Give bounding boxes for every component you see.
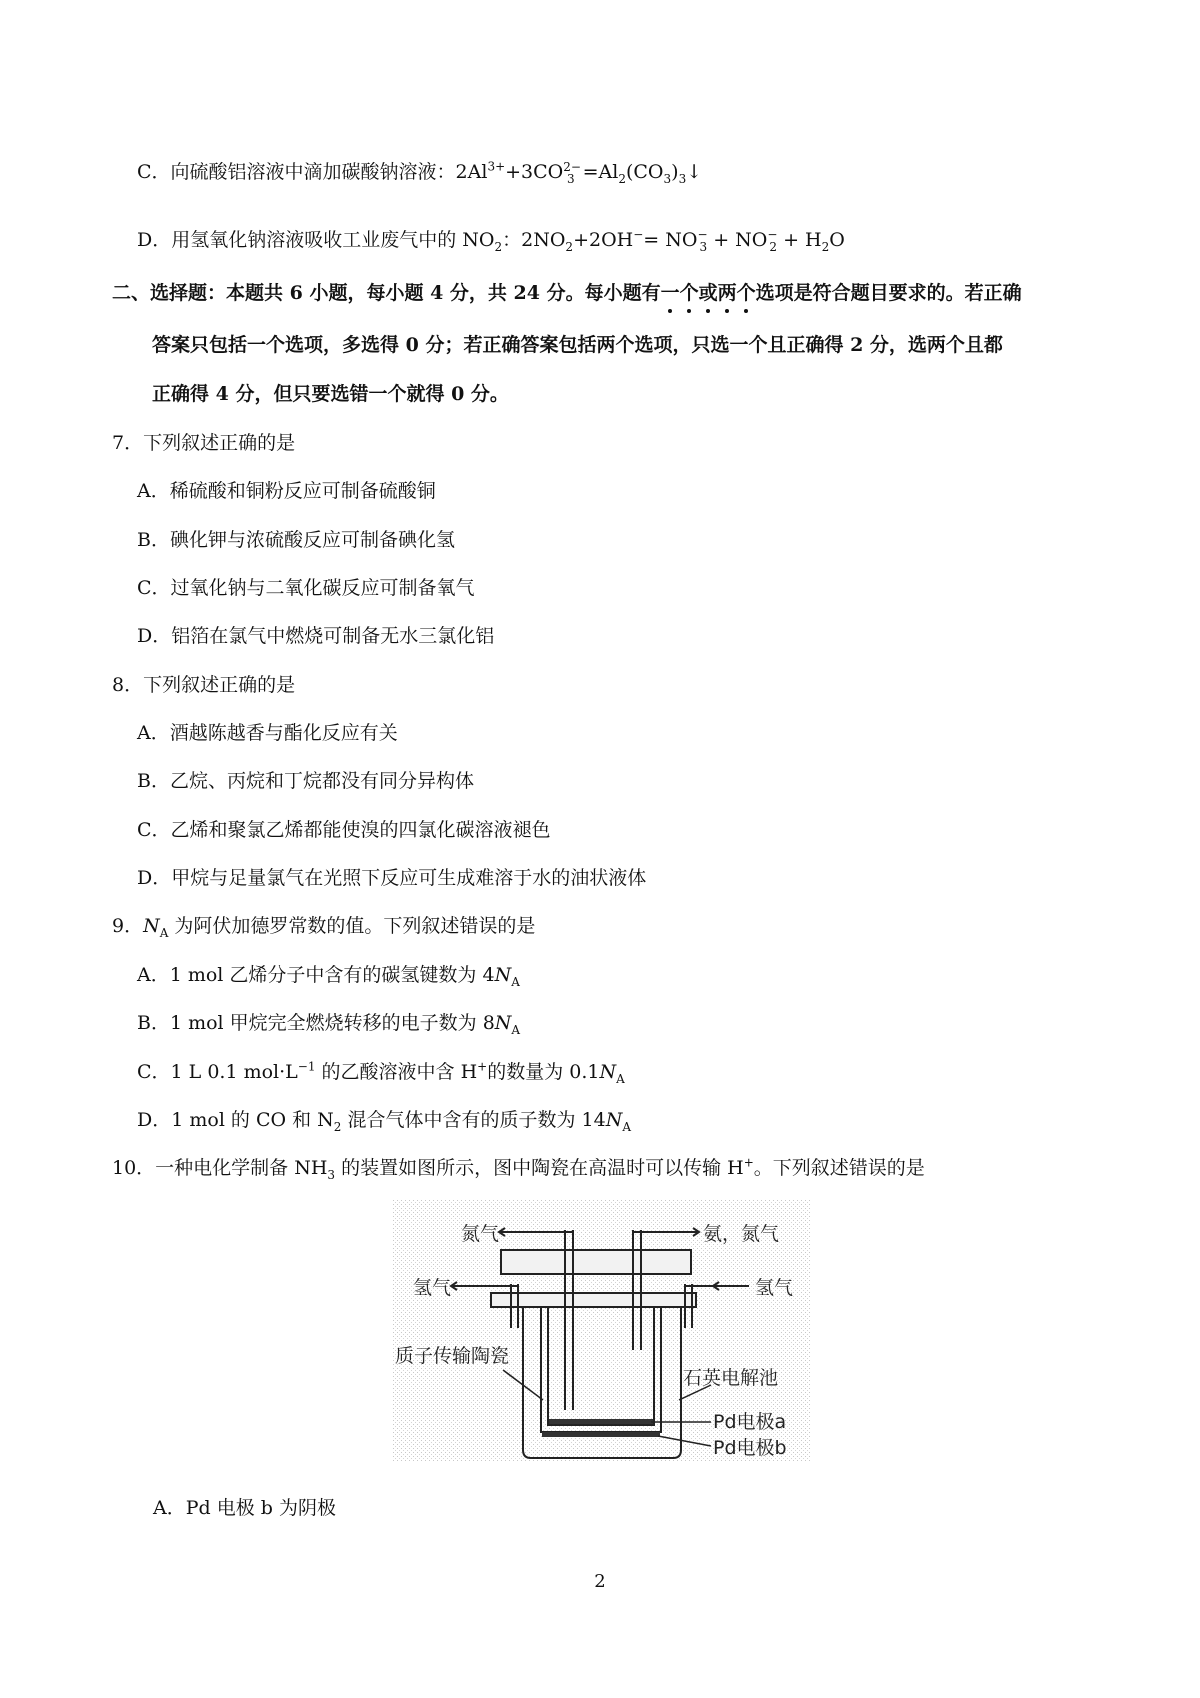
apparatus-diagram [393,1200,811,1462]
q9-option-b: B．1 mol 甲烷完全燃烧转移的电子数为 $8N_A$ [137,1012,521,1037]
emphasis-char: 或 [698,282,718,304]
lower-lid-plate [491,1293,696,1307]
pd-electrode-a [549,1419,653,1424]
pd-electrode-b [542,1432,660,1437]
q7-option-b: B．碘化钾与浓硫酸反应可制备碘化氢 [137,529,455,551]
pd-electrode-a-label: Pd电极a [713,1411,787,1433]
q7-option-d: D．铝箔在氯气中燃烧可制备无水三氯化铝 [137,625,495,647]
section-2-instructions-line2: 答案只包括一个选项，多选得 0 分；若正确答案包括两个选项，只选一个且正确得 2 分，选两个且都 [152,334,1003,356]
q9-option-a: A．1 mol 乙烯分子中含有的碳氢键数为 $4N_A$ [137,964,520,989]
q10-stem: 10．一种电化学制备 $NH_3$ 的装置如图所示，图中陶瓷在高温时可以传输 H+。下列叙述错误的是 [112,1155,925,1182]
q6-option-d: D．用氢氧化钠溶液吸收工业废气中的 $NO_2$：$2NO_2+2OH^-= NO^-_3 + NO^-_2 + H_2O$ [137,227,845,254]
q9-option-d: D．1 mol 的 CO 和 $N_2$ 混合气体中含有的质子数为 $14N_A$ [137,1109,631,1134]
pd-electrode-b-label: Pd电极b [713,1437,787,1459]
q9-option-c: C．1 L 0.1 $mol\cdot L^{-1}$ 的乙酸溶液中含 H+的数量为 $0.1N_A$ [137,1059,625,1086]
emphasis-char: 一 [660,282,680,304]
q8-stem: 8．下列叙述正确的是 [112,674,296,696]
hydrogen-left-label: 氢气 [413,1277,452,1299]
q8-option-c: C．乙烯和聚氯乙烯都能使溴的四氯化碳溶液褪色 [137,819,551,841]
q7-option-a: A．稀硫酸和铜粉反应可制备硫酸铜 [137,480,436,502]
q7-stem: 7．下列叙述正确的是 [112,432,296,454]
electrochemical-apparatus-figure [393,1200,811,1462]
upper-lid-plate [501,1250,691,1274]
emphasis-char: 个 [679,282,699,304]
q6-option-c: C．向硫酸铝溶液中滴加碳酸钠溶液：$2Al^{3+}+3CO^{2-}_3$ $=Al_2(CO_3)_3↓$ [137,159,703,186]
q8-option-d: D．甲烷与足量氯气在光照下反应可生成难溶于水的油状液体 [137,867,647,889]
q7-option-c: C．过氧化钠与二氧化碳反应可制备氧气 [137,577,475,599]
q8-option-b: B．乙烷、丙烷和丁烷都没有同分异构体 [137,770,474,792]
emphasis-char: 两 [717,282,737,304]
page-number: 2 [594,1571,606,1592]
hydrogen-right-label: 氢气 [755,1277,794,1299]
emphasis-char: 个 [736,282,756,304]
q10-option-a: A．Pd 电极 b 为阴极 [153,1497,336,1519]
ammonia-nitrogen-out-label: 氨，氮气 [703,1223,780,1245]
q8-option-a: A．酒越陈越香与酯化反应有关 [137,722,398,744]
q9-stem: 9．$N_A$ 为阿伏加德罗常数的值。下列叙述错误的是 [112,915,536,940]
section-2-instructions-line3: 正确得 4 分，但只要选错一个就得 0 分。 [152,383,509,405]
nitrogen-in-label: 氮气 [461,1223,500,1245]
quartz-cell-label: 石英电解池 [683,1367,779,1389]
proton-ceramic-label: 质子传输陶瓷 [395,1345,510,1367]
section-2-heading: 二、选择题：本题共 6 小题，每小题 4 分，共 24 分。每小题有一个或两个选项是符合题目要求的。若正确 [112,282,1022,304]
